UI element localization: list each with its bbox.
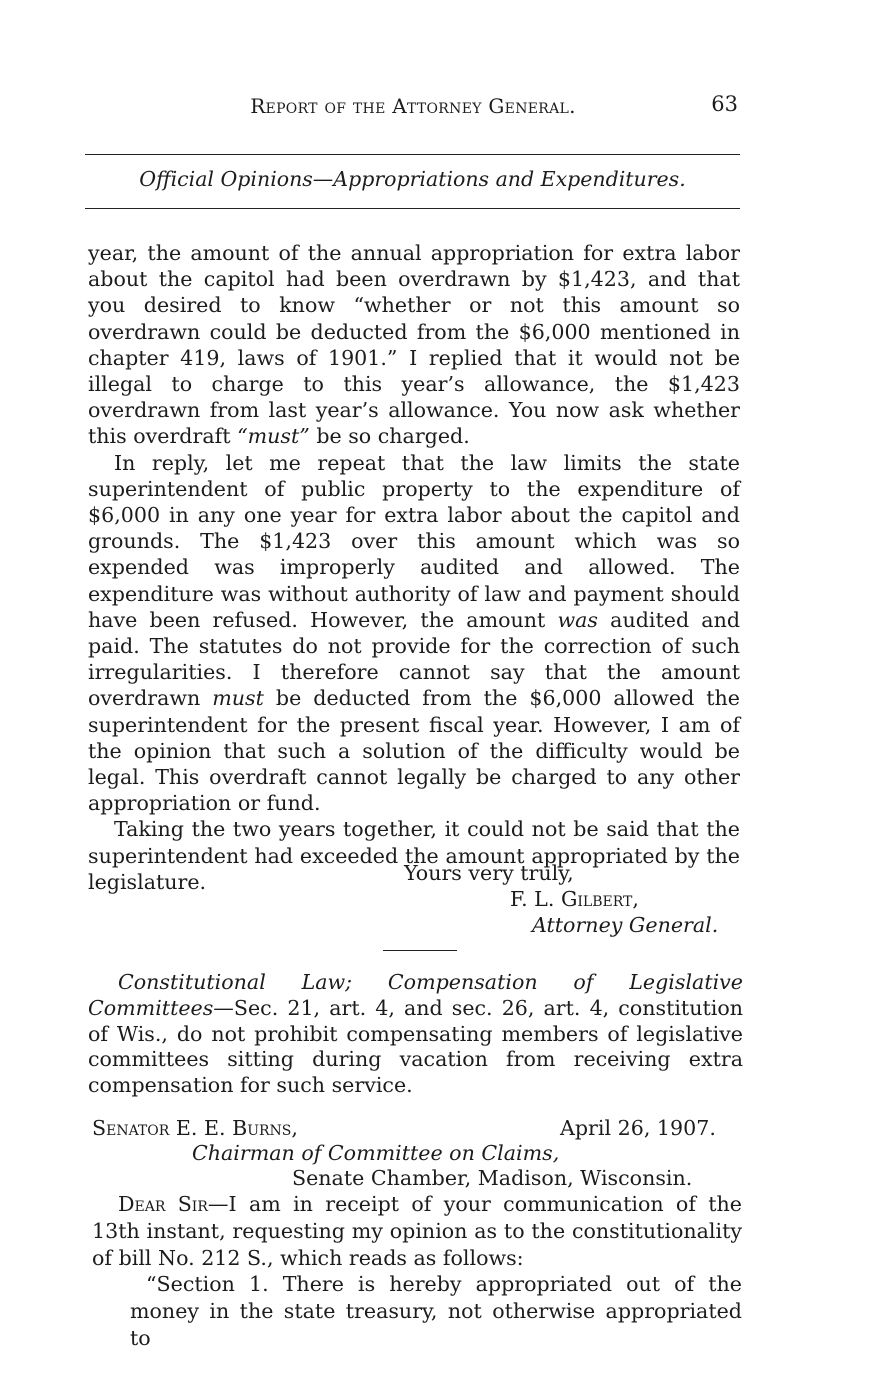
address-role: Chairman of Committee on Claims, bbox=[192, 1141, 560, 1165]
address-location: Senate Chamber, Madison, Wisconsin. bbox=[292, 1166, 693, 1190]
opinion-paragraph-3: Taking the two years together, it could not be said that the superintendent had exceeded the amount appropriated by the legislature. bbox=[88, 817, 740, 894]
address-date: April 26, 1907. bbox=[560, 1116, 716, 1140]
opinion-paragraph-2-text-c: be deducted from the $6,000 allowed the superintendent for the present fiscal year. However, I am of the opinion that such a solution of the difficulty would be legal. This overdraft cannot legally be charged to any other appropriation or fund. bbox=[88, 686, 740, 816]
syllabus-paragraph bbox=[88, 970, 743, 1099]
page-number: 63 bbox=[711, 92, 738, 116]
opinion-paragraph-2 bbox=[88, 450, 740, 817]
syllabus-heading: Constitutional Law; Compensation of Legislative Committees bbox=[88, 970, 743, 1020]
opinion-paragraph-2-text-b: audited and paid. The statutes do not provide for the correction of such irregularities. I therefore cannot say that the amount overdrawn bbox=[88, 607, 741, 711]
section-subhead: Official Opinions—Appropriations and Expenditures. bbox=[139, 167, 686, 191]
signature-title: Attorney General. bbox=[532, 913, 719, 937]
letter-body bbox=[92, 1191, 742, 1352]
header-rule-bottom bbox=[85, 208, 740, 209]
page-header bbox=[88, 94, 738, 124]
syllabus-text: —Sec. 21, art. 4, and sec. 26, art. 4, constitution of Wis., do not prohibit compensating members of legislative committees sitting during vacation from receiving extra compensation for such service. bbox=[88, 995, 743, 1098]
salutation: Dear Sir bbox=[118, 1192, 208, 1216]
opinion-paragraph-1-end: be so charged. bbox=[316, 424, 470, 449]
quoted-bill: “Section 1. There is hereby appropriated out of the money in the state treasury, not otherwise appropriated to bbox=[130, 1272, 742, 1350]
emphasis-must-2: must bbox=[212, 686, 264, 711]
emphasis-was: was bbox=[557, 607, 598, 632]
emphasis-must: “must” bbox=[237, 424, 310, 449]
address-recipient: Senator E. E. Burns, bbox=[92, 1116, 298, 1140]
letter-paragraph-1 bbox=[92, 1191, 742, 1271]
opinion-body bbox=[88, 240, 740, 895]
signature-name: F. L. Gilbert, bbox=[510, 887, 639, 911]
opinion-paragraph-2-text-a: In reply, let me repeat that the law limits the state superintendent of public property to the expenditure of $6,000 in any one year for extra labor about the capitol and grounds. The $1,423 over this amount which was so expended was improperly audited and allowed. The expenditure was without authority of law and payment should have been refused. However, the amount bbox=[88, 450, 740, 632]
running-title: Report of the Attorney General. bbox=[250, 94, 576, 118]
opinion-paragraph-1-text: year, the amount of the annual appropriation for extra labor about the capitol had been overdrawn by $1,423, and that you desired to know “whether or not this amount so overdrawn could be deducted from the $6,000 mentioned in chapter 419, laws of 1901.” I replied that it would not be illegal to charge to this year’s allowance, the $1,423 overdrawn from last year’s allowance. You now ask whether this overdraft bbox=[88, 241, 740, 449]
header-rule-top bbox=[85, 154, 740, 155]
opinion-paragraph-1 bbox=[88, 240, 740, 450]
section-divider bbox=[383, 950, 457, 951]
signature-closing: Yours very truly, bbox=[404, 861, 574, 885]
letter-paragraph-1-text: —I am in receipt of your communication of the 13th instant, requesting my opinion as to the constitutionality of bill No. 212 S., which reads as follows: bbox=[92, 1192, 742, 1270]
